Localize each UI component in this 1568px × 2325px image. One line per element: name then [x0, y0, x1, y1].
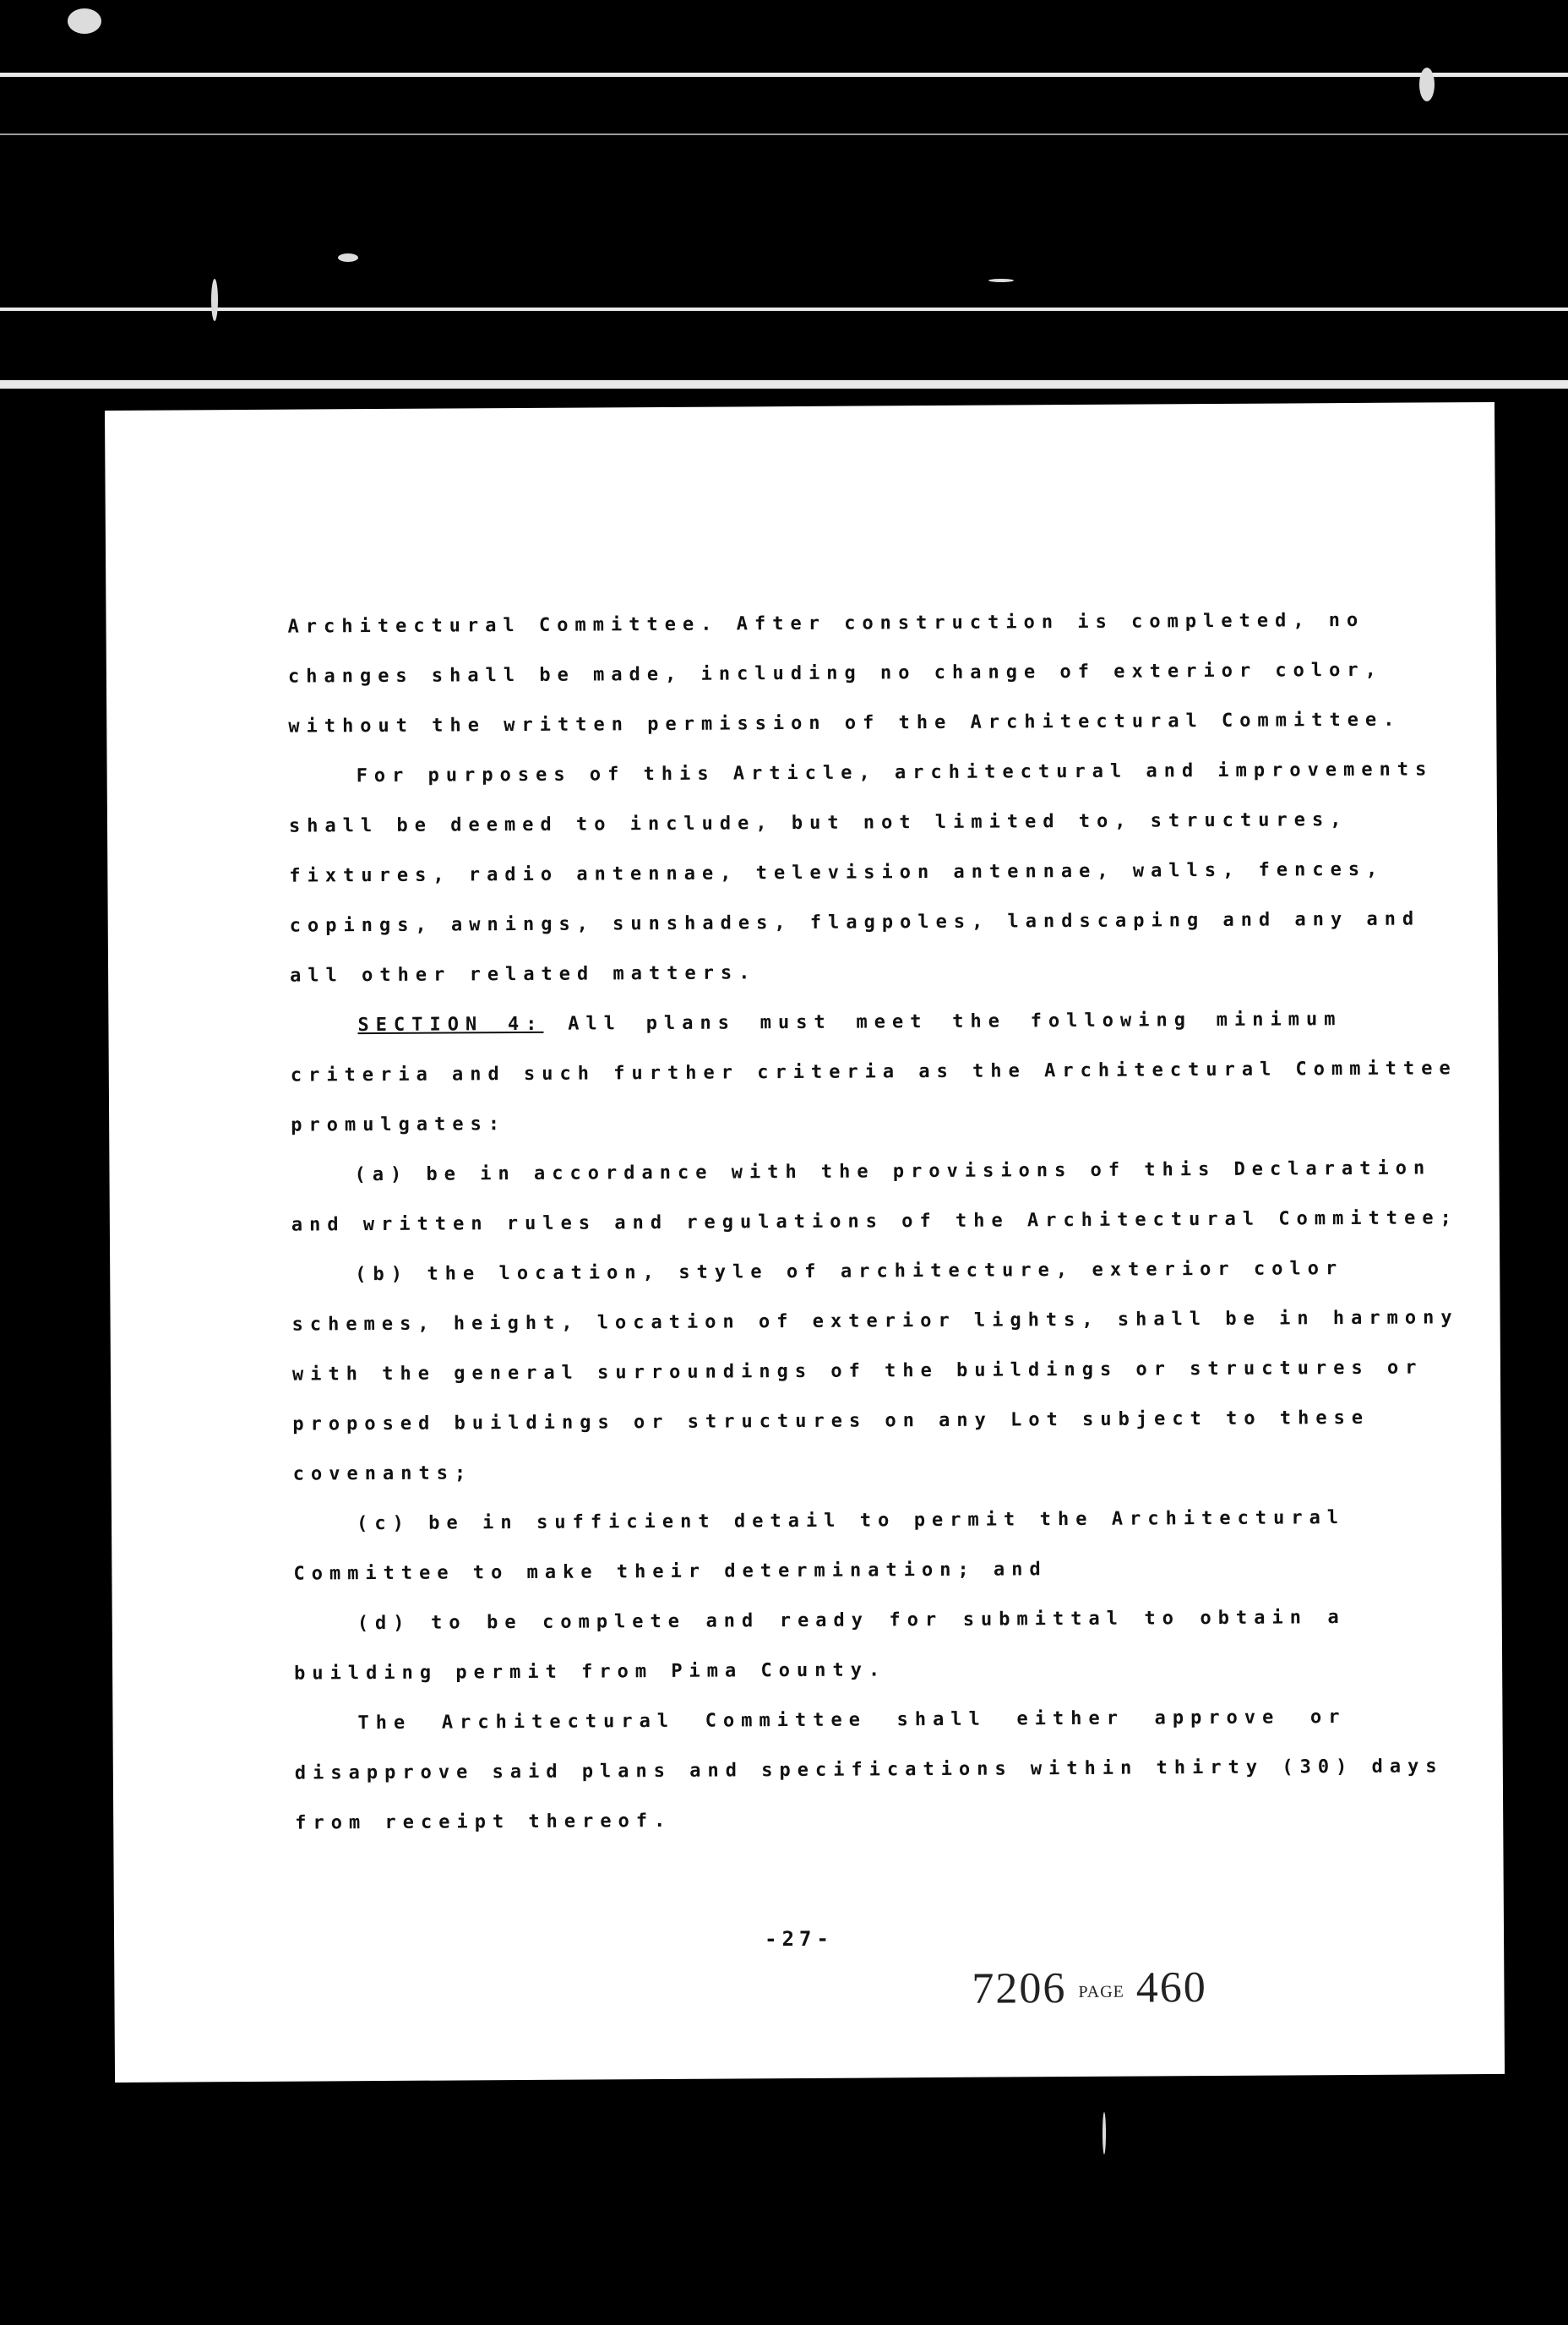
scan-speck — [988, 279, 1014, 282]
text-line: shall be deemed to include, but not limited to, structures, — [288, 809, 1348, 837]
section-label: SECTION 4: — [357, 1013, 544, 1037]
text-line: changes shall be made, including no change of exterior color, — [287, 659, 1383, 688]
scan-line — [0, 73, 1568, 77]
text-line: promulgates: — [291, 1113, 507, 1136]
scan-speck — [338, 253, 358, 262]
section-heading-line — [290, 994, 1342, 1051]
text-line: (b) the location, style of architecture, exterior color — [355, 1258, 1344, 1286]
text-line: For purposes of this Article, architectural and improvements — [356, 759, 1434, 787]
section-text: All plans must meet the following minimum — [568, 1009, 1342, 1035]
text-line: The Architectural Committee shall either approve or — [357, 1707, 1347, 1734]
scan-line — [0, 133, 1568, 135]
text-line: Architectural Committee. After construction is completed, no — [287, 609, 1365, 638]
scan-line — [0, 308, 1568, 311]
body-text — [287, 596, 1459, 1849]
text-line: criteria and such further criteria as the Architectural Committee — [290, 1058, 1457, 1086]
document-page — [105, 402, 1505, 2083]
recording-stamp — [972, 1963, 1207, 2014]
text-line: without the written permission of the Architectural Committee. — [288, 709, 1402, 738]
stamp-page: 460 — [1135, 1963, 1207, 2012]
text-line: schemes, height, location of exterior lights, shall be in harmony — [291, 1307, 1459, 1336]
text-line: disapprove said plans and specifications within thirty (30) days — [294, 1756, 1444, 1784]
text-line: with the general surroundings of the buildings or structures or — [291, 1357, 1424, 1386]
text-line: all other related matters. — [290, 962, 757, 987]
stamp-mark: PAGE — [1078, 1982, 1124, 2001]
scan-speck — [1419, 68, 1435, 101]
text-line: covenants; — [292, 1462, 473, 1485]
text-line: from receipt thereof. — [295, 1810, 672, 1834]
text-line: (c) be in sufficient detail to permit the Architectural — [356, 1507, 1346, 1535]
text-line: proposed buildings or structures on any Lot subject to these — [292, 1407, 1370, 1435]
text-line: (d) to be complete and ready for submittal to obtain a — [357, 1607, 1346, 1635]
text-line: Committee to make their determination; and — [293, 1559, 1048, 1585]
scan-speck — [68, 8, 101, 34]
text-line: fixtures, radio antennae, television antennae, walls, fences, — [289, 858, 1385, 887]
scan-speck — [1102, 2112, 1106, 2154]
scan-speck — [211, 279, 218, 321]
text-line: (a) be in accordance with the provisions of this Declaration — [354, 1157, 1432, 1186]
text-line: copings, awnings, sunshades, flagpoles, landscaping and any and — [289, 908, 1421, 937]
stamp-docket: 7206 — [972, 1964, 1067, 2013]
scan-line — [0, 380, 1568, 389]
text-line: and written rules and regulations of the Architectural Committee; — [291, 1207, 1458, 1236]
page-number: -27- — [764, 1926, 834, 1952]
text-line: building permit from Pima County. — [294, 1659, 887, 1685]
